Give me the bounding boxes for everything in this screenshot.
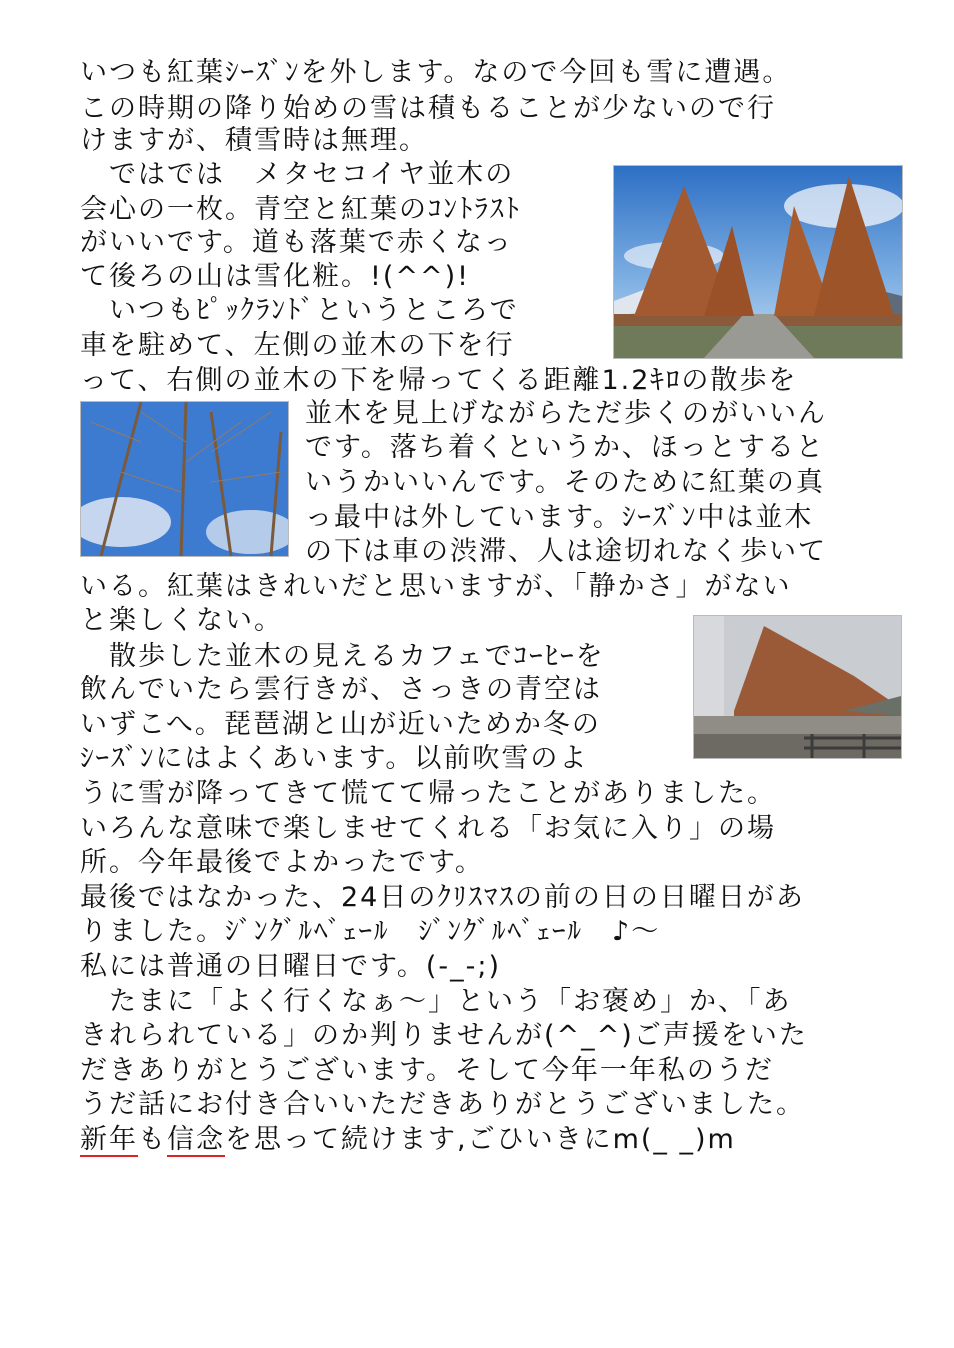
text-line: 会心の一枚。青空と紅葉のｺﾝﾄﾗｽﾄ (80, 194, 521, 225)
text-line: の下は車の渋滞、人は途切れなく歩いて (305, 536, 827, 567)
text-line: です。落ち着くというか、ほっとすると (305, 432, 825, 463)
text-line: 車を駐めて、左側の並木の下を行 (80, 330, 515, 361)
text-line: 飲んでいたら雲行きが、さっきの青空は (80, 674, 602, 705)
text-line: 散歩した並木の見えるカフェでｺｰﾋｰを (80, 641, 605, 672)
text-line: りました。ｼﾞﾝｸﾞﾙﾍﾞｪｰﾙ ｼﾞﾝｸﾞﾙﾍﾞｪｰﾙ ♪～ (80, 916, 661, 947)
underlined-word: 新年 (80, 1124, 138, 1155)
text-line: いずこへ。琵琶湖と山が近いためか冬の (80, 709, 601, 740)
text-line: いる。紅葉はきれいだと思いますが、「静かさ」がない (80, 571, 792, 602)
text-line: けますが、積雪時は無理。 (80, 125, 428, 156)
cafe-view-avenue-photo (693, 615, 902, 759)
closing-line: 新年も信念を思って続けます,ごひいきにm(_ _)m (80, 1124, 736, 1155)
text-line: うだ話にお付き合いいただきありがとうございました。 (80, 1089, 805, 1120)
trees-looking-up-photo (80, 401, 289, 557)
text-line: ではでは メタセコイヤ並木の (80, 159, 515, 190)
text-line: いつもﾋﾟｯｸﾗﾝﾄﾞというところで (80, 295, 519, 326)
text-line: だきありがとうございます。そして今年一年私のうだ (80, 1055, 774, 1086)
text-line: うに雪が降ってきて慌てて帰ったことがありました。 (80, 778, 776, 809)
text-line: 最後ではなかった、24日のｸﾘｽﾏｽの前の日の日曜日があ (80, 882, 805, 913)
metasequoia-avenue-photo (613, 165, 903, 359)
underlined-word: 信念 (167, 1124, 225, 1155)
text-line: て後ろの山は雪化粧。!(^^)! (80, 261, 470, 292)
text-line: いつも紅葉ｼｰｽﾞﾝを外します。なので今回も雪に遭遇。 (80, 57, 792, 88)
text-line: 並木を見上げながらただ歩くのがいいん (305, 398, 827, 429)
text-line: と楽しくない。 (80, 605, 283, 636)
text-line: この時期の降り始めの雪は積もることが少ないので行 (80, 93, 776, 124)
text-line: 私には普通の日曜日です。(-_-;) (80, 951, 501, 982)
text-line: いうかいいんです。そのために紅葉の真 (305, 467, 825, 498)
text-line: っ最中は外しています。ｼｰｽﾞﾝ中は並木 (305, 502, 814, 533)
text-line: たまに「よく行くなぁ～」という「お褒め」か、「あ (80, 986, 792, 1017)
text-line: きれられている」のか判りませんが(^_^)ご声援をいた (80, 1020, 808, 1051)
text-line: って、右側の並木の下を帰ってくる距離1.2ｷﾛの散歩を (80, 365, 798, 396)
text-line: ｼｰｽﾞﾝにはよくあいます。以前吹雪のよ (80, 743, 589, 774)
text-line: がいいです。道も落葉で赤くなっ (80, 227, 513, 258)
text-line: 所。今年最後でよかったです。 (80, 847, 484, 878)
text-line: いろんな意味で楽しませてくれる「お気に入り」の場 (80, 813, 776, 844)
